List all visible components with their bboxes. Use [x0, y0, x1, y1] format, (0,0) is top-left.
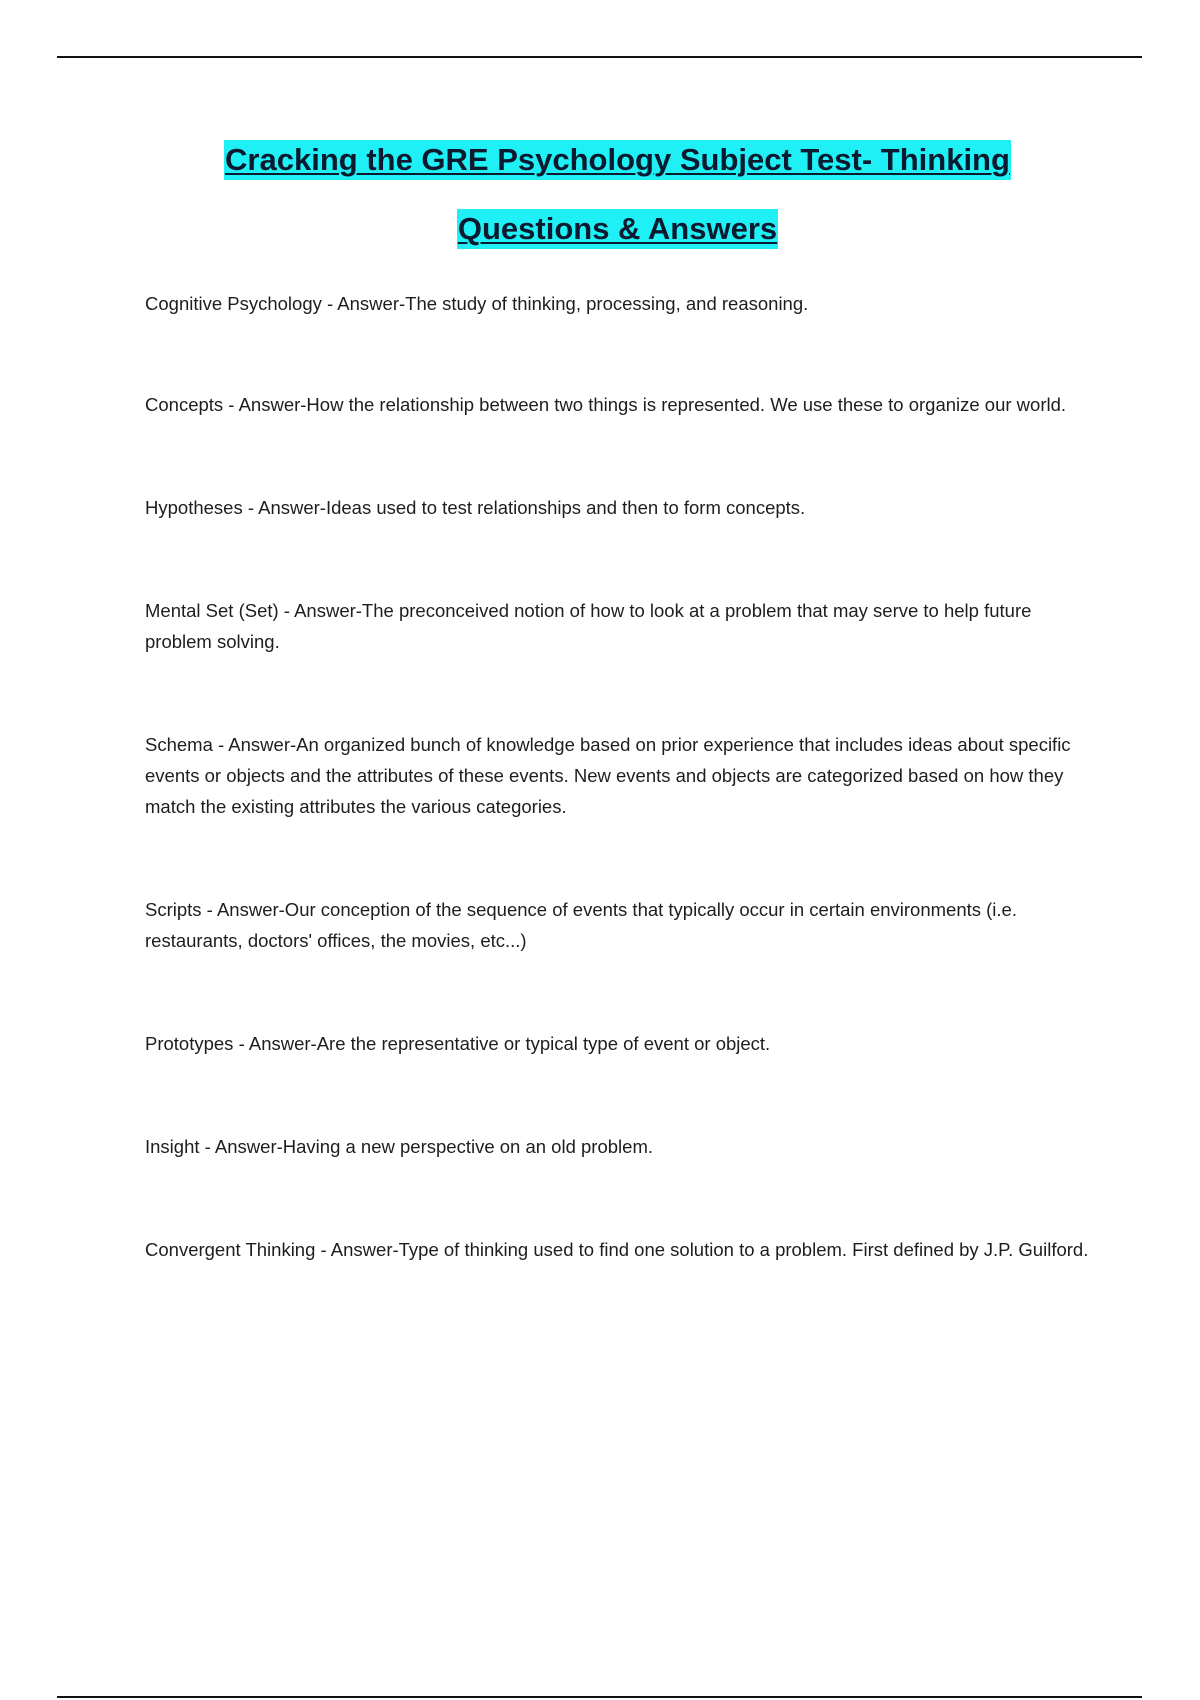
qa-entry-concepts: Concepts - Answer-How the relationship between two things is represented. We use these to organize our world. — [145, 394, 1067, 415]
qa-entry-scripts: Scripts - Answer-Our conception of the sequence of events that typically occur in certain environments (i.e. restaurants, doctors' offices, the movies, etc...) — [145, 899, 1017, 951]
qa-entry-convergent-thinking: Convergent Thinking - Answer-Type of thinking used to find one solution to a problem. First defined by J.P. Guilford. — [145, 1239, 1089, 1260]
qa-entry-mental-set: Mental Set (Set) - Answer-The preconceived notion of how to look at a problem that may serve to help future problem solving. — [145, 600, 1032, 652]
qa-entry-cognitive-psychology: Cognitive Psychology - Answer-The study of thinking, processing, and reasoning. — [145, 293, 809, 314]
qa-list — [145, 288, 1095, 1265]
qa-entry-prototypes: Prototypes - Answer-Are the representative or typical type of event or object. — [145, 1033, 771, 1054]
qa-entry-hypotheses: Hypotheses - Answer-Ideas used to test relationships and then to form concepts. — [145, 497, 806, 518]
document-title — [0, 140, 1200, 249]
qa-entry-schema: Schema - Answer-An organized bunch of knowledge based on prior experience that includes ideas about specific events or objects and the attributes of these events. New events and objects are categorized based on how they match the existing attributes the various categories. — [145, 734, 1071, 817]
qa-entry-insight: Insight - Answer-Having a new perspective on an old problem. — [145, 1136, 653, 1157]
header-rule — [57, 56, 1142, 58]
title-line-2: Questions & Answers — [457, 209, 778, 249]
footer-rule — [57, 1696, 1142, 1698]
title-line-1: Cracking the GRE Psychology Subject Test- Thinking — [224, 140, 1011, 180]
